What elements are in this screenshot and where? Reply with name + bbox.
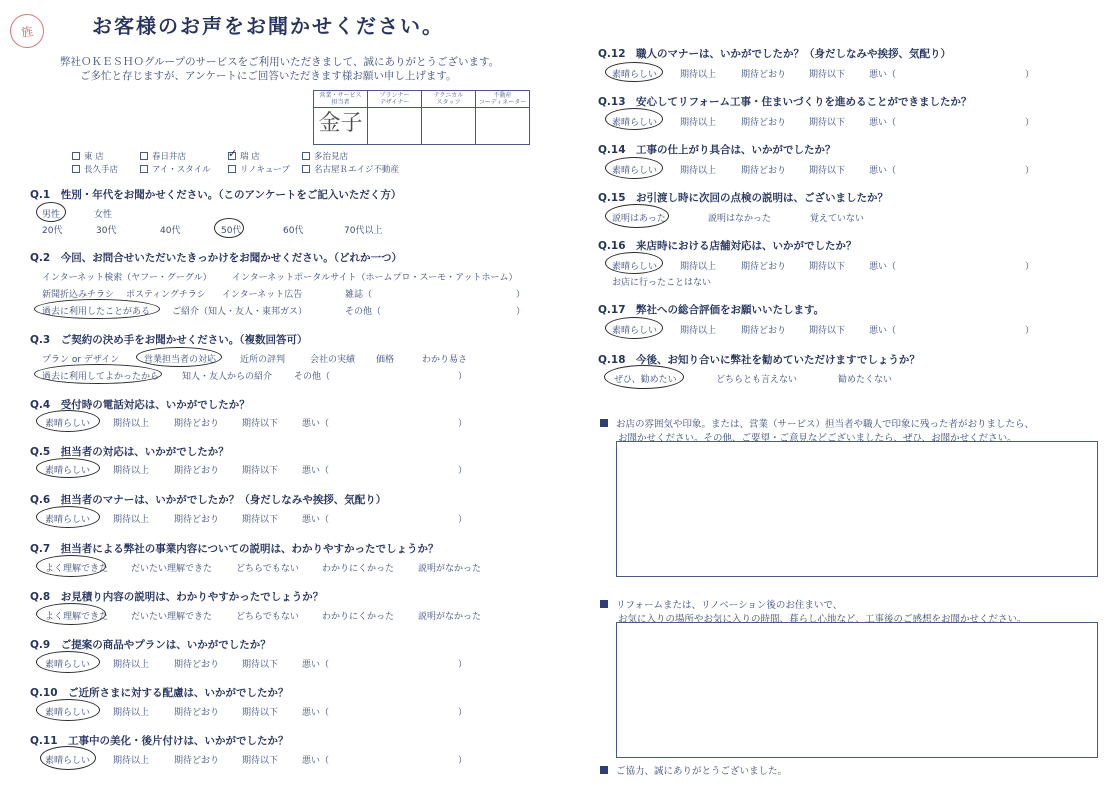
store-option[interactable]: 春日井店 [140, 150, 186, 162]
store-option[interactable]: 名古屋Ｒエイジ不動産 [302, 163, 399, 175]
comment-1-prompt: お店の雰囲気や印象。または、営業（サービス）担当者や職人で印象に残った者がおりましたら、 [600, 416, 1034, 430]
comment-2-prompt: リフォームまたは、リノベーション後のお住まいで、 [600, 597, 842, 611]
option-bad[interactable]: 悪い（ [302, 756, 330, 766]
option-below[interactable]: 期待以下 [809, 326, 846, 336]
option-above[interactable]: 期待以上 [680, 70, 717, 80]
option-excellent[interactable]: 素晴らしい [612, 262, 658, 272]
checkbox[interactable] [72, 165, 80, 173]
option-no-explanation[interactable]: 説明がなかった [418, 612, 482, 622]
option-dont-remember[interactable]: 覚えていない [810, 214, 865, 224]
answer-circle [36, 410, 100, 432]
answer-circle [36, 506, 100, 528]
option-newspaper-flyer[interactable]: 新聞折込みチラシ [42, 290, 115, 300]
option-bad[interactable]: 悪い（ [869, 70, 897, 80]
paren-close: ） [1025, 326, 1035, 336]
answer-circle [36, 555, 109, 577]
store-option[interactable]: 多治見店 [302, 150, 348, 162]
option-as-expected[interactable]: 期待どおり [174, 419, 220, 429]
option-excellent[interactable]: 素晴らしい [45, 419, 91, 429]
option-clarity[interactable]: わかり易さ [422, 355, 468, 365]
option-bad[interactable]: 悪い（ [869, 326, 897, 336]
option-male[interactable]: 男性 [42, 210, 61, 220]
paren-close: ） [458, 660, 468, 670]
option-below[interactable]: 期待以下 [242, 466, 279, 476]
staff-table [313, 90, 530, 145]
question-1: Q.1 性別・年代をお聞かせください。（このアンケートをご記入いただく方） [30, 189, 402, 201]
option-40s[interactable]: 40代 [160, 226, 181, 236]
option-hard-to-understand[interactable]: わかりにくかった [322, 612, 395, 622]
staff-header-sales: 営業・サービス 担当者 [314, 91, 368, 108]
staff-header-technical: テクニカル スタッフ [422, 91, 476, 108]
answer-circle [605, 108, 663, 130]
store-option[interactable]: アイ・スタイル [140, 163, 211, 175]
question-18: Q.18 今後、お知り合いに弊社を勧めていただけますでしょうか？ [598, 354, 920, 366]
option-above[interactable]: 期待以上 [113, 419, 150, 429]
option-understood-well[interactable]: よく理解できた [45, 612, 109, 622]
paren-close: ） [458, 756, 468, 766]
option-below[interactable]: 期待以下 [242, 515, 279, 525]
paren-close: ） [516, 290, 526, 300]
question-4: Q.4 受付時の電話対応は、いかがでしたか？ [30, 399, 250, 411]
question-8: Q.8 お見積り内容の説明は、わかりやすかったでしょうか？ [30, 591, 324, 603]
intro-line-1: 弊社ＯＫＥＳＨＯグループのサービスをご利用いただきまして、誠にありがとうございます。 [60, 56, 500, 68]
option-excellent[interactable]: 素晴らしい [45, 756, 91, 766]
answer-circle [34, 299, 160, 319]
paren-close: ） [458, 372, 468, 382]
option-above[interactable]: 期待以上 [680, 166, 717, 176]
answer-circle [605, 204, 669, 228]
option-definitely-recommend[interactable]: ぜひ、勧めたい [614, 375, 677, 385]
option-above[interactable]: 期待以上 [113, 466, 150, 476]
option-above[interactable]: 期待以上 [113, 708, 150, 718]
store-option[interactable]: リノキューブ [228, 163, 290, 175]
handwritten-name: 金子 [318, 111, 363, 136]
answer-circle [605, 317, 663, 339]
option-magazine[interactable]: 雑誌（ [345, 290, 373, 300]
paren-close: ） [458, 708, 468, 718]
option-bad[interactable]: 悪い（ [869, 118, 897, 128]
option-sales-response[interactable]: 営業担当者の対応 [144, 355, 217, 365]
option-good-past-experience[interactable]: 過去に利用してよかったから [42, 372, 160, 382]
question-5: Q.5 担当者の対応は、いかがでしたか？ [30, 446, 229, 458]
comment-1-textarea[interactable] [616, 441, 1098, 577]
answer-circle [605, 157, 663, 179]
answer-circle [605, 252, 663, 274]
option-above[interactable]: 期待以上 [113, 515, 150, 525]
staff-cell-realestate[interactable] [476, 108, 530, 145]
paren-close: ） [1025, 70, 1035, 80]
question-14: Q.14 工事の仕上がり具合は、いかがでしたか？ [598, 144, 836, 156]
option-plan-design[interactable]: プラン or デザイン [42, 355, 120, 365]
checkbox[interactable] [140, 165, 148, 173]
answer-circle [605, 62, 663, 82]
option-as-expected[interactable]: 期待どおり [174, 515, 220, 525]
option-as-expected[interactable]: 期待どおり [741, 326, 787, 336]
answer-circle [604, 365, 684, 389]
option-bad[interactable]: 悪い（ [302, 660, 330, 670]
seal-stamp: 旌 [7, 11, 46, 50]
option-20s[interactable]: 20代 [42, 226, 63, 236]
option-excellent[interactable]: 素晴らしい [45, 515, 91, 525]
intro-line-2: ご多忙と存じますが、アンケートにご回答いただきます様お願い申し上げます。 [80, 70, 457, 82]
question-15: Q.15 お引渡し時に次回の点検の説明は、ございましたか？ [598, 192, 889, 204]
staff-cell-sales[interactable] [314, 108, 368, 145]
checkbox[interactable] [228, 165, 236, 173]
paren-close: ） [516, 307, 526, 317]
checkbox[interactable] [140, 152, 148, 160]
option-internet-ad[interactable]: インターネット広告 [222, 290, 303, 300]
store-option[interactable]: 東 店 [72, 150, 104, 162]
option-bad[interactable]: 悪い（ [302, 419, 330, 429]
option-reputation[interactable]: 近所の評判 [240, 355, 286, 365]
option-as-expected[interactable]: 期待どおり [741, 70, 787, 80]
option-bad[interactable]: 悪い（ [302, 466, 330, 476]
option-mostly-understood[interactable]: だいたい理解できた [131, 564, 213, 574]
answer-circle [36, 458, 100, 478]
option-posting-flyer[interactable]: ポスティングチラシ [126, 290, 206, 300]
option-other[interactable]: その他（ [345, 307, 382, 317]
option-as-expected[interactable]: 期待どおり [741, 166, 787, 176]
comment-2-prompt-line-2: お気に入りの場所やお気に入りの時間、暮らし心地など、工事後のご感想をお聞かせください。 [618, 614, 1027, 625]
answer-circle [40, 746, 96, 770]
option-above[interactable]: 期待以上 [680, 118, 717, 128]
option-70s-plus[interactable]: 70代以上 [344, 226, 383, 236]
option-excellent[interactable]: 素晴らしい [45, 708, 91, 718]
answer-circle [36, 202, 66, 222]
question-11: Q.11 工事中の美化・後片付けは、いかがでしたか？ [30, 735, 289, 747]
option-friend-referral[interactable]: 知人・友人からの紹介 [182, 372, 273, 382]
option-used-before[interactable]: 過去に利用したことがある [42, 307, 151, 317]
option-above[interactable]: 期待以上 [680, 262, 717, 272]
option-30s[interactable]: 30代 [96, 226, 117, 236]
answer-circle [136, 347, 222, 367]
question-7: Q.7 担当者による弊社の事業内容についての説明は、わかりやすかったでしょうか？ [30, 543, 439, 555]
option-other[interactable]: その他（ [294, 372, 331, 382]
answer-circle [34, 364, 162, 384]
option-as-expected[interactable]: 期待どおり [174, 466, 220, 476]
option-below[interactable]: 期待以下 [809, 166, 846, 176]
checkbox[interactable] [302, 165, 310, 173]
paren-close: ） [458, 419, 468, 429]
option-below[interactable]: 期待以下 [242, 708, 279, 718]
option-excellent[interactable]: 素晴らしい [612, 326, 658, 336]
thanks-line: ご協力、誠にありがとうございました。 [600, 763, 787, 777]
option-below[interactable]: 期待以下 [242, 419, 279, 429]
answer-circle [36, 699, 100, 721]
option-as-expected[interactable]: 期待どおり [174, 708, 220, 718]
store-option[interactable]: 長久手店 [72, 163, 118, 175]
option-track-record[interactable]: 会社の実績 [310, 355, 356, 365]
store-option[interactable]: ✓ 瑞 店 [228, 147, 260, 162]
option-as-expected[interactable]: 期待どおり [741, 262, 787, 272]
option-understood-well[interactable]: よく理解できた [45, 564, 109, 574]
question-12: Q.12 職人のマナーは、いかがでしたか？（身だしなみや挨拶、気配り） [598, 48, 952, 60]
option-neutral[interactable]: どちらでもない [236, 612, 299, 622]
answer-circle [36, 651, 100, 673]
option-never-visited[interactable]: お店に行ったことはない [612, 278, 712, 288]
option-internet-search[interactable]: インターネット検索（ヤフー・グーグル） [42, 273, 212, 283]
option-excellent[interactable]: 素晴らしい [45, 466, 91, 476]
question-6: Q.6 担当者のマナーは、いかがでしたか？（身だしなみや挨拶、気配り） [30, 494, 387, 506]
option-above[interactable]: 期待以上 [113, 660, 150, 670]
option-not-recommend[interactable]: 勧めたくない [838, 375, 893, 385]
question-13: Q.13 安心してリフォーム工事・住まいづくりを進めることができましたか？ [598, 96, 972, 108]
paren-close: ） [1025, 262, 1035, 272]
option-bad[interactable]: 悪い（ [869, 262, 897, 272]
paren-close: ） [458, 515, 468, 525]
option-excellent[interactable]: 素晴らしい [45, 660, 91, 670]
option-excellent[interactable]: 素晴らしい [612, 70, 658, 80]
option-below[interactable]: 期待以下 [809, 70, 846, 80]
question-16: Q.16 来店時における店舗対応は、いかがでしたか？ [598, 240, 857, 252]
staff-cell-technical[interactable] [422, 108, 476, 145]
option-as-expected[interactable]: 期待どおり [174, 756, 220, 766]
option-above[interactable]: 期待以上 [113, 756, 150, 766]
paren-close: ） [458, 466, 468, 476]
bullet-square-icon [600, 600, 608, 608]
staff-cell-planner[interactable] [368, 108, 422, 145]
checkbox[interactable] [72, 152, 80, 160]
comment-1-prompt-line-2: お聞かせください。その他、ご要望・ご意見などございましたら、ぜひ、お聞かせください。 [618, 433, 1017, 444]
option-as-expected[interactable]: 期待どおり [741, 118, 787, 128]
question-2: Q.2 今回、お問合せいただいたきっかけをお聞かせください。（どれか一つ） [30, 252, 402, 264]
page-title: お客様のお声をお聞かせください。 [92, 14, 444, 38]
option-mostly-understood[interactable]: だいたい理解できた [131, 612, 213, 622]
option-portal-site[interactable]: インターネットポータルサイト（ホームプロ・スーモ・アットホーム） [232, 273, 518, 283]
option-neutral[interactable]: どちらでもない [236, 564, 299, 574]
option-neither[interactable]: どちらとも言えない [716, 375, 798, 385]
answer-circle [214, 218, 244, 238]
option-below[interactable]: 期待以下 [809, 262, 846, 272]
question-17: Q.17 弊社への総合評価をお願いいたします。 [598, 304, 825, 316]
option-above[interactable]: 期待以上 [680, 326, 717, 336]
option-bad[interactable]: 悪い（ [302, 515, 330, 525]
bullet-square-icon [600, 419, 608, 427]
question-10: Q.10 ご近所さまに対する配慮は、いかがでしたか？ [30, 687, 289, 699]
bullet-square-icon [600, 766, 608, 774]
option-referral[interactable]: ご紹介（知人・友人・東邦ガス） [172, 307, 308, 317]
option-not-explained[interactable]: 説明はなかった [708, 214, 772, 224]
option-60s[interactable]: 60代 [283, 226, 304, 236]
option-price[interactable]: 価格 [376, 355, 395, 365]
option-hard-to-understand[interactable]: わかりにくかった [322, 564, 395, 574]
option-below[interactable]: 期待以下 [809, 118, 846, 128]
option-bad[interactable]: 悪い（ [302, 708, 330, 718]
paren-close: ） [1025, 166, 1035, 176]
option-as-expected[interactable]: 期待どおり [174, 660, 220, 670]
option-explained[interactable]: 説明はあった [612, 214, 666, 224]
staff-header-realestate: 不動産 コーディネーター [476, 91, 530, 108]
checkbox[interactable] [302, 152, 310, 160]
comment-2-textarea[interactable] [616, 622, 1098, 758]
option-50s[interactable]: 50代 [221, 226, 242, 236]
option-excellent[interactable]: 素晴らしい [612, 166, 658, 176]
staff-header-planner: プランナー デザイナー [368, 91, 422, 108]
question-3: Q.3 ご契約の決め手をお聞かせください。（複数回答可） [30, 334, 308, 346]
question-9: Q.9 ご提案の商品やプランは、いかがでしたか？ [30, 639, 271, 651]
answer-circle [36, 603, 109, 625]
option-bad[interactable]: 悪い（ [869, 166, 897, 176]
option-excellent[interactable]: 素晴らしい [612, 118, 658, 128]
checkbox[interactable]: ✓ [228, 147, 238, 160]
paren-close: ） [1025, 118, 1035, 128]
option-below[interactable]: 期待以下 [242, 756, 279, 766]
option-below[interactable]: 期待以下 [242, 660, 279, 670]
option-no-explanation[interactable]: 説明がなかった [418, 564, 482, 574]
option-female[interactable]: 女性 [94, 210, 113, 220]
